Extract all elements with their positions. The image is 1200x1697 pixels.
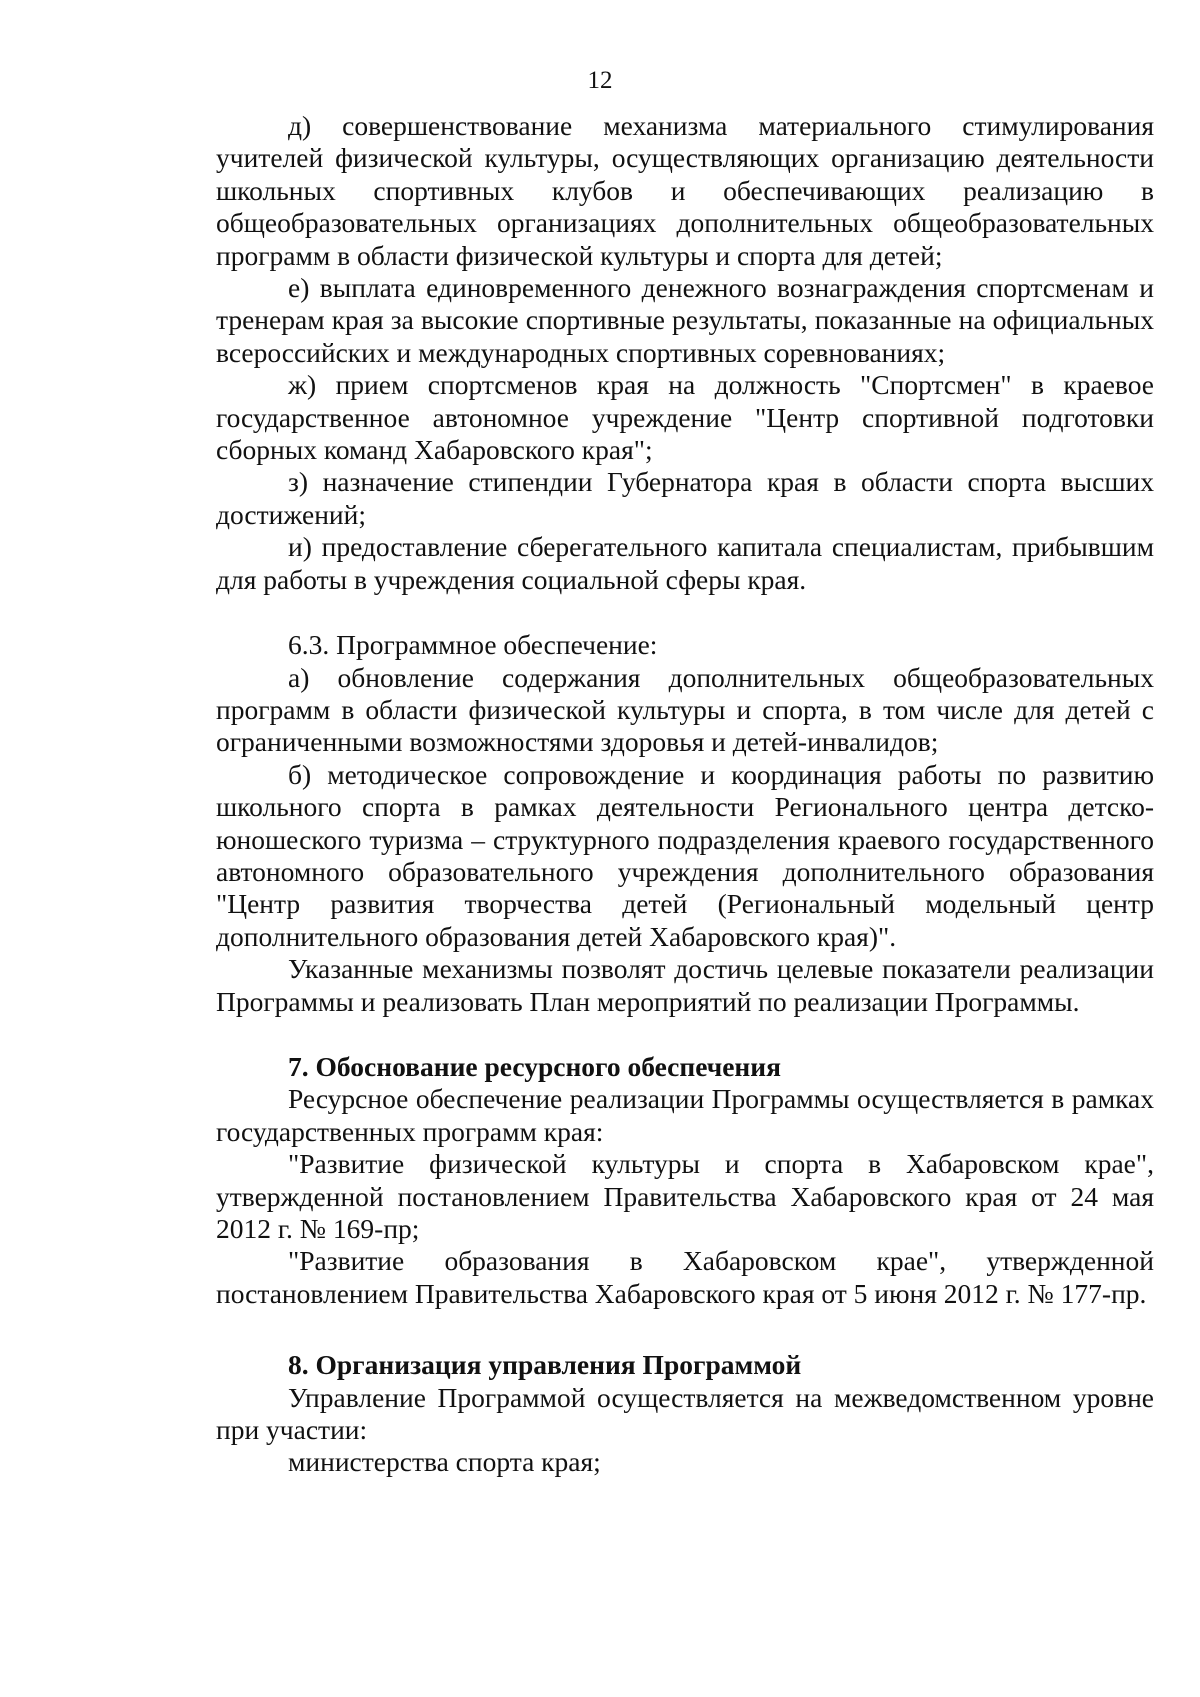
section-7-heading: 7. Обоснование ресурсного обеспечения <box>288 1050 781 1082</box>
subsection-6-3-title: 6.3. Программное обеспечение: <box>288 629 658 661</box>
paragraph-resource-provision: Ресурсное обеспечение реализации Программы осуществляется в рамках государственных программ края: <box>216 1083 1154 1147</box>
section-8-heading: 8. Организация управления Программой <box>288 1349 802 1381</box>
paragraph-ministry-sport: министерства спорта края; <box>288 1446 601 1478</box>
paragraph-item-i: и) предоставление сберегательного капитала специалистам, прибывшим для работы в учреждения социальной сферы края. <box>216 531 1154 595</box>
paragraph-item-zh: ж) прием спортсменов края на должность "Спортсмен" в краевое государственное автономное учреждение "Центр спортивной подготовки сборных команд Хабаровского края"; <box>216 369 1154 466</box>
document-body <box>216 110 1154 1479</box>
paragraph-item-b: б) методическое сопровождение и координация работы по развитию школьного спорта в рамках деятельности Регионального центра детско-юношеского туризма – структурного подразделения краевого государственного автономного образовательного учреждения дополнительного образования "Центр развития творчества детей (Региональный модельный центр дополнительного образования детей Хабаровского края)". <box>216 758 1154 952</box>
paragraph-item-e: е) выплата единовременного денежного вознаграждения спортсменам и тренерам края за высокие спортивные результаты, показанные на официальных всероссийских и международных спортивных соревнованиях; <box>216 272 1154 368</box>
paragraph-program-education: "Развитие образования в Хабаровском крае", утвержденной постановлением Правительства Хабаровского края от 5 июня 2012 г. № 177-пр. <box>216 1245 1154 1309</box>
paragraph-mechanisms-summary: Указанные механизмы позволят достичь целевые показатели реализации Программы и реализовать План мероприятий по реализации Программы. <box>216 953 1154 1017</box>
paragraph-item-z: з) назначение стипендии Губернатора края в области спорта высших достижений; <box>216 466 1154 530</box>
paragraph-item-a: а) обновление содержания дополнительных общеобразовательных программ в области физической культуры и спорта, в том числе для детей с ограниченными возможностями здоровья и детей-инвалидов; <box>216 661 1154 758</box>
paragraph-program-sport: "Развитие физической культуры и спорта в Хабаровском крае", утвержденной постановлением Правительства Хабаровского края от 24 мая 2012 г. № 169-пр; <box>216 1148 1154 1244</box>
paragraph-item-d: д) совершенствование механизма материального стимулирования учителей физической культуры, осуществляющих организацию деятельности школьных спортивных клубов и обеспечивающих реализацию в общеобразовательных организациях дополнительных общеобразовательных программ в области физической культуры и спорта для детей; <box>216 110 1154 271</box>
paragraph-management: Управление Программой осуществляется на межведомственном уровне при участии: <box>216 1381 1154 1446</box>
page-number: 12 <box>587 67 613 94</box>
